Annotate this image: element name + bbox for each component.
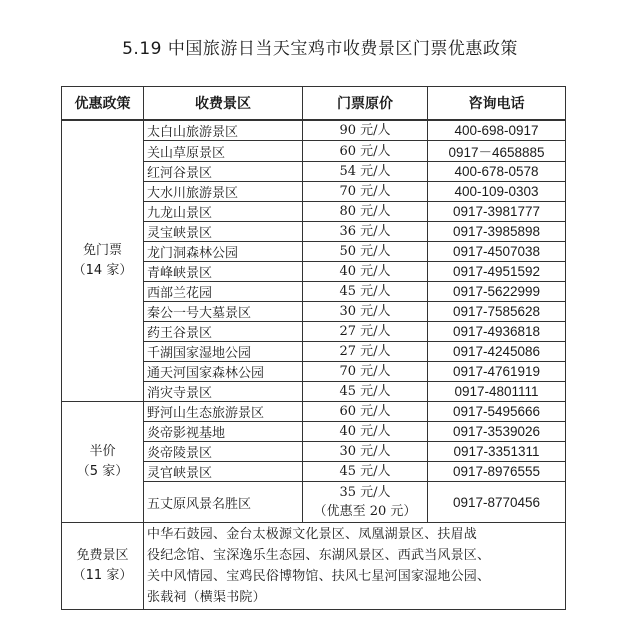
ticket-price xyxy=(303,402,428,422)
ticket-price-value: 30 元/人 xyxy=(339,444,391,459)
policy-category-label: 免门票 xyxy=(82,243,122,258)
free-attractions-list xyxy=(144,523,566,610)
attraction-name: 大水川旅游景区 xyxy=(144,182,303,202)
consult-phone: 400-678-0578 xyxy=(428,162,566,182)
consult-phone: 0917－4658885 xyxy=(428,141,566,162)
ticket-price xyxy=(303,120,428,141)
ticket-price-value: 80 元/人 xyxy=(339,204,391,219)
ticket-price xyxy=(303,382,428,402)
ticket-price xyxy=(303,342,428,362)
attraction-name: 关山草原景区 xyxy=(144,141,303,162)
consult-phone: 0917-3351311 xyxy=(428,442,566,462)
consult-phone: 0917-7585628 xyxy=(428,302,566,322)
ticket-price xyxy=(303,322,428,342)
attraction-name: 灵官峡景区 xyxy=(144,462,303,482)
ticket-price-value: 36 元/人 xyxy=(339,224,391,239)
ticket-price-value: 27 元/人 xyxy=(339,324,391,339)
consult-phone: 0917-8976555 xyxy=(428,462,566,482)
consult-phone: 0917-3539026 xyxy=(428,422,566,442)
attraction-name: 灵宝峡景区 xyxy=(144,222,303,242)
consult-phone: 0917-4507038 xyxy=(428,242,566,262)
attraction-name: 秦公一号大墓景区 xyxy=(144,302,303,322)
ticket-price-value: 40 元/人 xyxy=(339,264,391,279)
ticket-price-value: 40 元/人 xyxy=(339,424,391,439)
ticket-price-value: 70 元/人 xyxy=(339,364,391,379)
policy-category-label: 半价 xyxy=(89,444,116,459)
consult-phone: 0917-4801111 xyxy=(428,382,566,402)
consult-phone: 0917-5495666 xyxy=(428,402,566,422)
header-phone: 咨询电话 xyxy=(428,87,566,121)
ticket-price xyxy=(303,362,428,382)
policy-category-cell xyxy=(62,402,144,523)
ticket-price xyxy=(303,482,428,523)
attraction-name: 炎帝影视基地 xyxy=(144,422,303,442)
ticket-price xyxy=(303,141,428,162)
consult-phone: 0917-3981777 xyxy=(428,202,566,222)
attraction-name: 通天河国家森林公园 xyxy=(144,362,303,382)
attraction-name: 龙门洞森林公园 xyxy=(144,242,303,262)
table-row xyxy=(62,523,566,610)
consult-phone: 0917-4936818 xyxy=(428,322,566,342)
ticket-price-value: 60 元/人 xyxy=(339,404,391,419)
ticket-price xyxy=(303,422,428,442)
attraction-name: 五丈原风景名胜区 xyxy=(144,482,303,523)
ticket-price-value: 27 元/人 xyxy=(339,344,391,359)
policy-category-count: （5 家） xyxy=(76,464,129,479)
policy-category-count: （14 家） xyxy=(72,263,133,278)
table-header-row xyxy=(62,87,566,121)
free-attractions-line: 张载祠（横渠书院） xyxy=(147,590,266,605)
ticket-price-value: 50 元/人 xyxy=(339,244,391,259)
free-attractions-line: 关中风情园、宝鸡民俗博物馆、扶风七星河国家湿地公园、 xyxy=(147,569,491,584)
ticket-price-value: 45 元/人 xyxy=(339,464,391,479)
ticket-price-note: （优惠至 20 元） xyxy=(313,504,417,519)
ticket-price xyxy=(303,462,428,482)
attraction-name: 太白山旅游景区 xyxy=(144,120,303,141)
attraction-name: 炎帝陵景区 xyxy=(144,442,303,462)
consult-phone: 0917-5622999 xyxy=(428,282,566,302)
consult-phone: 0917-4245086 xyxy=(428,342,566,362)
ticket-price xyxy=(303,442,428,462)
ticket-price-value: 45 元/人 xyxy=(339,384,391,399)
policy-category-label: 免费景区 xyxy=(76,548,129,563)
ticket-price xyxy=(303,222,428,242)
page-title: 5.19 中国旅游日当天宝鸡市收费景区门票优惠政策 xyxy=(122,39,518,59)
ticket-price xyxy=(303,242,428,262)
policy-category-cell xyxy=(62,120,144,402)
policy-table xyxy=(61,86,566,610)
ticket-price-value: 90 元/人 xyxy=(339,123,391,138)
consult-phone: 400-698-0917 xyxy=(428,120,566,141)
free-attractions-line: 役纪念馆、宝深逸乐生态园、东湖风景区、西武当风景区、 xyxy=(147,548,491,563)
policy-category-cell xyxy=(62,523,144,610)
ticket-price xyxy=(303,182,428,202)
ticket-price-value: 60 元/人 xyxy=(339,143,391,159)
ticket-price-value: 35 元/人 xyxy=(339,485,391,500)
ticket-price xyxy=(303,302,428,322)
free-attractions-line: 中华石鼓园、金台太极源文化景区、凤凰湖景区、扶眉战 xyxy=(147,527,478,542)
header-policy: 优惠政策 xyxy=(62,87,144,121)
policy-category-count: （11 家） xyxy=(72,568,133,583)
ticket-price xyxy=(303,262,428,282)
ticket-price xyxy=(303,282,428,302)
attraction-name: 野河山生态旅游景区 xyxy=(144,402,303,422)
attraction-name: 九龙山景区 xyxy=(144,202,303,222)
consult-phone: 0917-8770456 xyxy=(428,482,566,523)
table-row xyxy=(62,402,566,422)
ticket-price-value: 45 元/人 xyxy=(339,284,391,299)
attraction-name: 青峰峡景区 xyxy=(144,262,303,282)
attraction-name: 西部兰花园 xyxy=(144,282,303,302)
table-row xyxy=(62,120,566,141)
header-attraction: 收费景区 xyxy=(144,87,303,121)
ticket-price xyxy=(303,162,428,182)
ticket-price-value: 70 元/人 xyxy=(339,184,391,199)
ticket-price xyxy=(303,202,428,222)
ticket-price-value: 30 元/人 xyxy=(339,304,391,319)
attraction-name: 消灾寺景区 xyxy=(144,382,303,402)
consult-phone: 0917-4761919 xyxy=(428,362,566,382)
ticket-price-value: 54 元/人 xyxy=(339,164,391,179)
attraction-name: 红河谷景区 xyxy=(144,162,303,182)
consult-phone: 0917-3985898 xyxy=(428,222,566,242)
header-original-price: 门票原价 xyxy=(303,87,428,121)
consult-phone: 400-109-0303 xyxy=(428,182,566,202)
attraction-name: 药王谷景区 xyxy=(144,322,303,342)
attraction-name: 千湖国家湿地公园 xyxy=(144,342,303,362)
consult-phone: 0917-4951592 xyxy=(428,262,566,282)
